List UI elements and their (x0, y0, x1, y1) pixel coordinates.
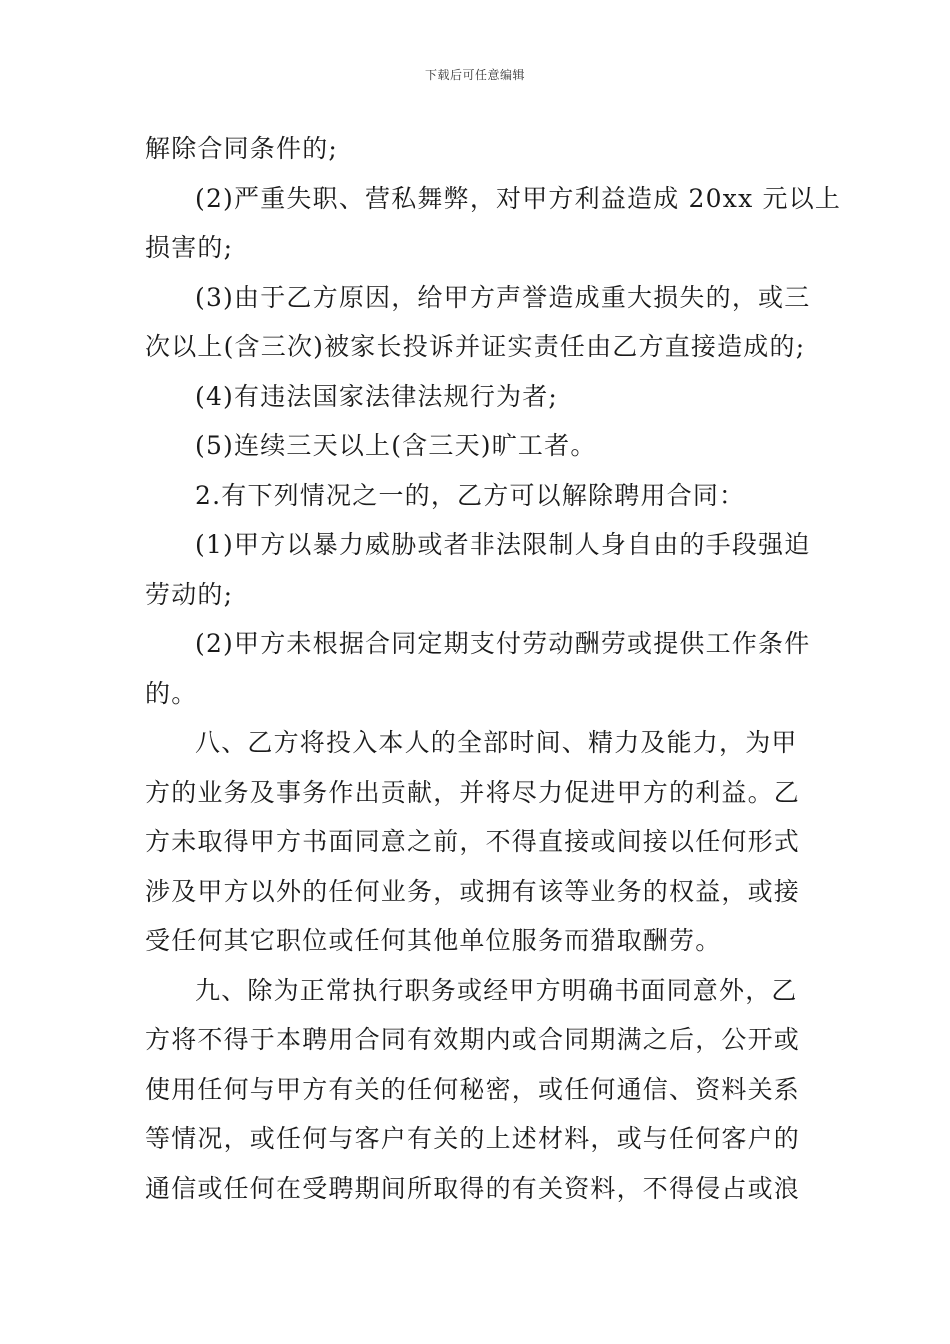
text-line-18: 九、除为正常执行职务或经甲方明确书面同意外，乙 (195, 975, 798, 1005)
text-line-9: (1)甲方以暴力威胁或者非法限制人身自由的手段强迫 (195, 530, 811, 559)
text-line-7: (5)连续三天以上(含三天)旷工者。 (195, 431, 597, 460)
page-header: 下载后可任意编辑 (424, 68, 525, 82)
text-line-16: 涉及甲方以外的任何业务，或拥有该等业务的权益，或接 (145, 876, 801, 906)
text-line-12: 的。 (145, 678, 198, 708)
text-line-21: 等情况，或任何与客户有关的上述材料，或与任何客户的 (145, 1124, 801, 1153)
text-line-1: 解除合同条件的; (145, 134, 339, 163)
text-line-8: 2.有下列情况之一的，乙方可以解除聘用合同： (195, 480, 746, 510)
text-line-11: (2)甲方未根据合同定期支付劳动酬劳或提供工作条件 (195, 629, 811, 658)
text-line-19: 方将不得于本聘用合同有效期内或合同期满之后，公开或 (145, 1025, 801, 1054)
text-line-14: 方的业务及事务作出贡献，并将尽力促进甲方的利益。乙 (145, 777, 801, 807)
text-line-5: 次以上(含三次)被家长投诉并证实责任由乙方直接造成的; (145, 332, 806, 361)
text-line-2: (2)严重失职、营私舞弊，对甲方利益造成 20xx 元以上 (195, 183, 842, 213)
document-body (145, 124, 842, 1213)
text-line-10: 劳动的; (145, 579, 234, 609)
text-line-3: 损害的; (145, 233, 234, 262)
text-line-20: 使用任何与甲方有关的任何秘密，或任何通信、资料关系 (145, 1074, 801, 1104)
text-line-13: 八、乙方将投入本人的全部时间、精力及能力，为甲 (195, 728, 798, 757)
text-line-15: 方未取得甲方书面同意之前，不得直接或间接以任何形式 (145, 827, 801, 856)
text-line-22: 通信或任何在受聘期间所取得的有关资料，不得侵占或浪 (145, 1173, 801, 1203)
text-line-4: (3)由于乙方原因，给甲方声誉造成重大损失的，或三 (195, 282, 811, 312)
text-line-6: (4)有违法国家法律法规行为者; (195, 381, 559, 411)
text-line-17: 受任何其它职位或任何其他单位服务而猎取酬劳。 (145, 926, 722, 955)
